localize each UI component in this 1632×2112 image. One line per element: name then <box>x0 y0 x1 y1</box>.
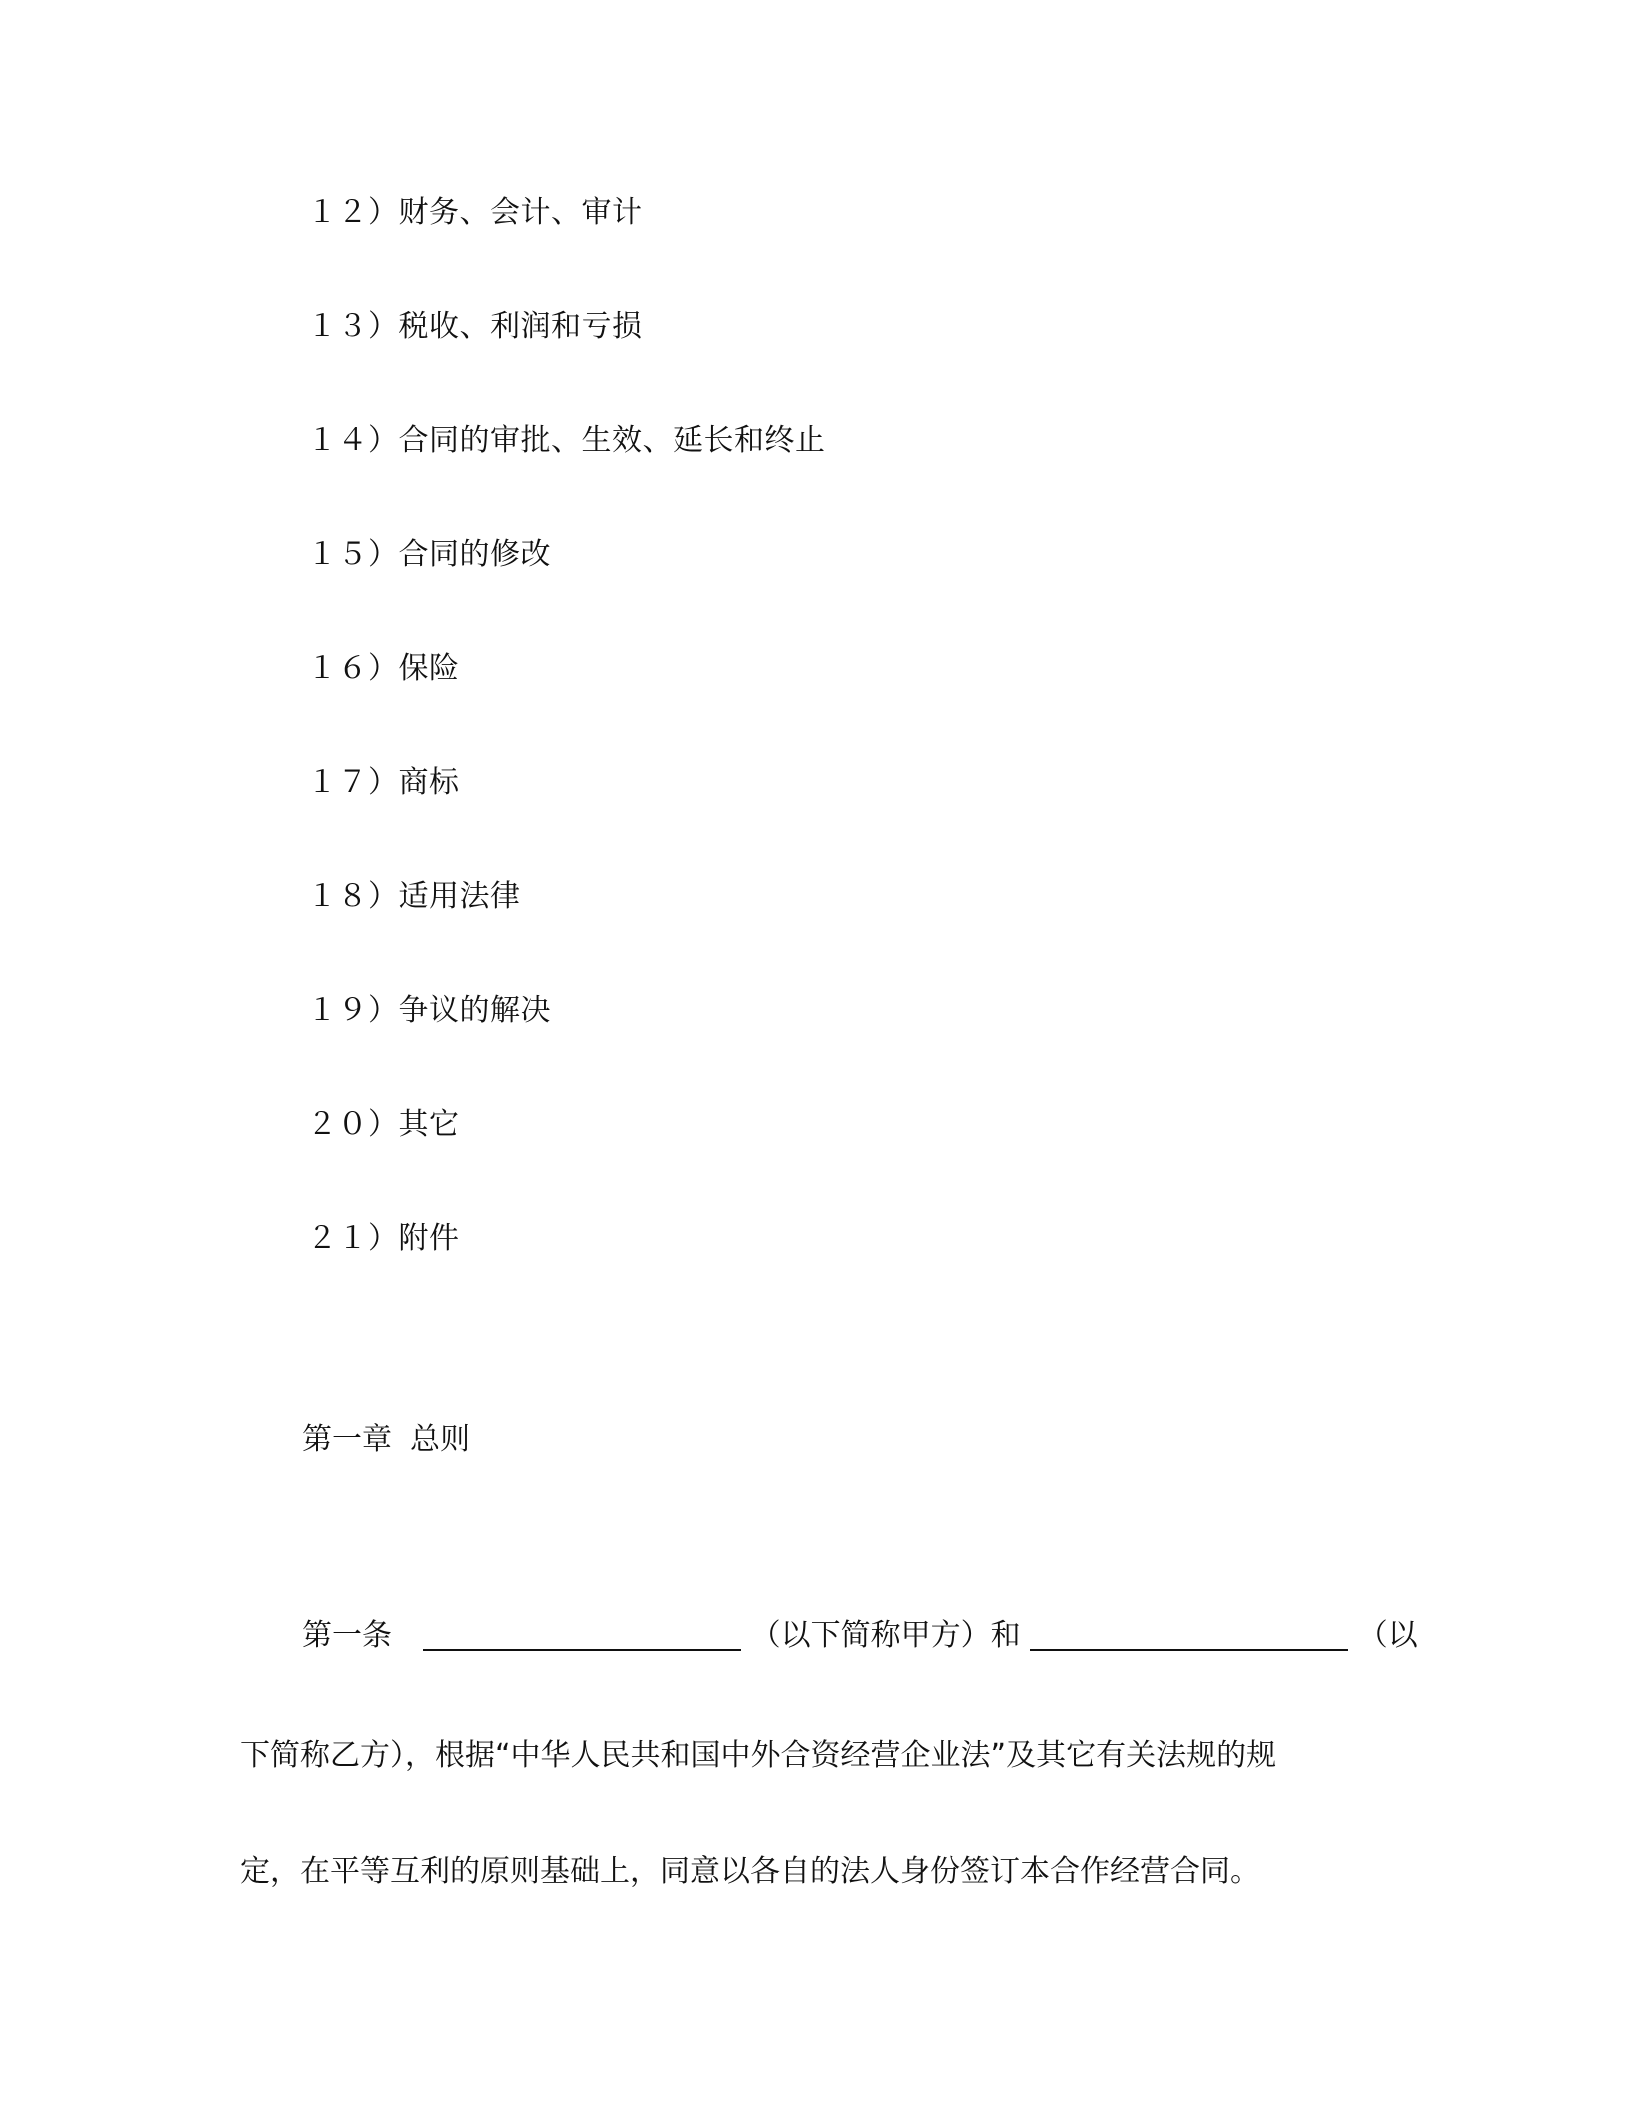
article-1-line-3: 定，在平等互利的原则基础上，同意以各自的法人身份签订本合作经营合同。 <box>240 1854 1260 1889</box>
party-b-suffix: （以 <box>1357 1618 1418 1653</box>
toc-item-13: １３）税收、利润和亏损 <box>307 309 643 344</box>
toc-item-15: １５）合同的修改 <box>307 537 551 572</box>
toc-item-17: １７）商标 <box>307 765 460 800</box>
article-1-line-1 <box>302 1616 1418 1656</box>
toc-item-14: １４）合同的审批、生效、延长和终止 <box>307 423 826 458</box>
toc-item-21: ２１）附件 <box>307 1221 460 1256</box>
party-b-blank <box>1030 1619 1348 1651</box>
toc-item-18: １８）适用法律 <box>307 879 521 914</box>
party-a-suffix: （以下简称甲方）和 <box>750 1618 1021 1653</box>
chapter-number: 第一章 <box>302 1422 392 1457</box>
toc-item-12: １２）财务、会计、审计 <box>307 195 643 230</box>
article-label: 第一条 <box>302 1618 392 1653</box>
chapter-heading <box>302 1420 470 1460</box>
chapter-title: 总则 <box>410 1422 470 1457</box>
toc-item-20: ２０）其它 <box>307 1107 460 1142</box>
toc-item-19: １９）争议的解决 <box>307 993 551 1028</box>
toc-item-16: １６）保险 <box>307 651 460 686</box>
article-1-line-2: 下简称乙方），根据“中华人民共和国中外合资经营企业法”及其它有关法规的规 <box>240 1738 1277 1773</box>
party-a-blank <box>423 1619 741 1651</box>
